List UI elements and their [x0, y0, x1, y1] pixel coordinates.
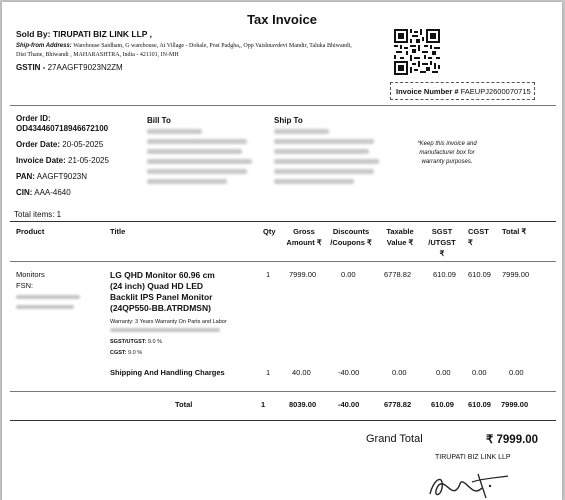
- shipping-gross: 40.00: [292, 368, 311, 377]
- ship-from-line1: Warehouse Saidham, G warehouse, At Village - Dohale, Post Padgha,, Opp Vaishnavdevi Mandir, Taluka Bhiwandi,: [73, 43, 352, 49]
- gstin-value: 27AAGFT9023N2ZM: [47, 63, 123, 72]
- item-total: 7999.00: [502, 270, 530, 279]
- divider: [10, 105, 556, 106]
- item-taxable: 6778.82: [384, 270, 412, 279]
- order-id: [16, 114, 109, 134]
- totals-top-border: [10, 391, 556, 392]
- totals-discount: -40.00: [338, 400, 360, 409]
- totals-gross: 8039.00: [289, 400, 317, 409]
- seller-name: TIRUPATI BIZ LINK LLP: [435, 454, 511, 461]
- invoice-title: Tax Invoice: [247, 12, 317, 27]
- shipping-discount: -40.00: [338, 368, 360, 377]
- invoice-date-label: Invoice Date:: [16, 156, 66, 165]
- header-discounts-line1: Discounts: [332, 227, 370, 236]
- header-sgst-line1: SGST: [431, 227, 453, 236]
- header-taxable-line1: Taxable: [386, 227, 414, 236]
- totals-sgst: 610.09: [431, 400, 454, 409]
- order-details: [16, 114, 109, 204]
- header-gross-line1: Gross: [293, 227, 315, 236]
- cin-label: CIN:: [16, 188, 33, 197]
- invoice-number: [390, 82, 535, 100]
- hsn-redacted: [16, 305, 74, 309]
- header-sgst-line2: /UTGST: [428, 238, 456, 247]
- shipping-taxable: 0.00: [392, 368, 407, 377]
- item-title-line2: (24 inch) Quad HD LED: [110, 281, 204, 291]
- item-sgst-rate-label: SGST/UTGST:: [110, 339, 147, 345]
- order-date-label: Order Date:: [16, 140, 61, 149]
- item-sgst-rate-value: 9.0 %: [147, 339, 162, 345]
- header-gross-line2: Amount ₹: [286, 238, 322, 247]
- shipping-sgst: 0.00: [436, 368, 451, 377]
- header-discounts-line2: /Coupons ₹: [330, 238, 372, 247]
- sold-by-label: Sold By:: [16, 29, 51, 39]
- item-cgst-rate: [110, 349, 142, 357]
- header-total: Total ₹: [502, 227, 527, 236]
- header-cgst-line1: CGST: [468, 227, 489, 236]
- header-taxable-line2: Value ₹: [386, 238, 414, 247]
- pan: [16, 172, 109, 182]
- warranty-note-line2: manufacturer box for: [419, 150, 475, 156]
- totals-taxable: 6778.82: [384, 400, 412, 409]
- item-cgst: 610.09: [468, 270, 491, 279]
- ship-to-address-redacted: [274, 129, 384, 189]
- item-cgst-rate-value: 9.0 %: [128, 350, 143, 356]
- cin-value: AAA-4640: [34, 188, 71, 197]
- item-fsn-label: FSN:: [16, 281, 34, 290]
- gstin-label: GSTIN -: [16, 63, 46, 72]
- header-title: Title: [110, 227, 126, 236]
- item-title-line3: Backlit IPS Panel Monitor: [110, 292, 213, 302]
- item-sgst-rate: [110, 338, 162, 346]
- sold-by-value: TIRUPATI BIZ LINK LLP ,: [52, 29, 153, 39]
- header-qty: Qty: [263, 227, 276, 236]
- item-gross: 7999.00: [289, 270, 317, 279]
- shipping-cgst: 0.00: [472, 368, 487, 377]
- signature-icon: [420, 464, 530, 500]
- ship-to-heading: Ship To: [274, 116, 303, 125]
- item-discount: 0.00: [341, 270, 356, 279]
- bill-to-address-redacted: [147, 129, 257, 189]
- header-gross-amount: [284, 226, 324, 248]
- header-product: Product: [16, 227, 45, 236]
- bill-to-heading: Bill To: [147, 116, 171, 125]
- invoice-date: [16, 156, 109, 166]
- imei-redacted: [110, 328, 220, 332]
- grand-total-value: ₹ 7999.00: [486, 434, 539, 446]
- warranty-note-line1: *Keep this invoice and: [417, 141, 477, 147]
- header-sgst: [426, 226, 458, 259]
- totals-cgst: 610.09: [468, 400, 491, 409]
- item-title: [110, 270, 260, 314]
- table-top-border: [10, 221, 556, 222]
- header-sgst-line3: ₹: [439, 249, 445, 258]
- totals-total: 7999.00: [501, 400, 529, 409]
- item-product: Monitors: [16, 270, 45, 279]
- order-date-value: 20-05-2025: [62, 140, 104, 149]
- grand-total-label: Grand Total: [366, 433, 423, 445]
- invoice-sheet: [2, 2, 562, 500]
- item-title-line1: LG QHD Monitor 60.96 cm: [110, 270, 215, 280]
- header-cgst-line2: ₹: [468, 238, 473, 247]
- total-items: Total items: 1: [14, 210, 62, 219]
- item-cgst-rate-label: CGST:: [110, 350, 127, 356]
- warranty-note: [402, 140, 492, 167]
- header-discounts: [328, 226, 374, 248]
- order-id-label: Order ID:: [16, 114, 51, 123]
- invoice-number-label: Invoice Number #: [396, 87, 459, 96]
- totals-label: Total: [175, 400, 193, 409]
- pan-label: PAN:: [16, 172, 35, 181]
- ship-from-line2: Dist Thane, Bhiwandi , MAHARASHTRA, India - 421101, IN-MH: [16, 52, 179, 58]
- sold-by: [16, 29, 152, 39]
- item-title-line4: (24QP550-BB.ATRDMSN): [110, 303, 211, 313]
- shipping-qty: 1: [266, 368, 271, 377]
- cin: [16, 188, 109, 198]
- qr-code-icon: [394, 29, 440, 75]
- header-bottom-border: [10, 261, 556, 262]
- ship-from-label: Ship-from Address:: [16, 43, 72, 49]
- shipping-title: Shipping And Handling Charges: [110, 368, 225, 377]
- order-date: [16, 140, 109, 150]
- order-id-value: OD434460718946672100: [16, 124, 109, 133]
- totals-bottom-border: [10, 420, 556, 421]
- header-cgst: [468, 226, 488, 248]
- pan-value: AAGFT9023N: [36, 172, 87, 181]
- item-qty: 1: [266, 270, 271, 279]
- gstin: [16, 63, 123, 72]
- invoice-date-value: 21-05-2025: [68, 156, 109, 165]
- fsn-redacted: [16, 295, 80, 299]
- item-sgst: 610.09: [433, 270, 456, 279]
- warranty-note-line3: warranty purposes.: [421, 159, 473, 165]
- invoice-number-value: FAEUPJ2600070715: [460, 87, 531, 96]
- shipping-total: 0.00: [509, 368, 524, 377]
- header-taxable-value: [382, 226, 418, 248]
- item-warranty: Warranty: 3 Years Warranty On Parts and Labor: [110, 319, 227, 325]
- ship-from-address: [16, 42, 386, 60]
- totals-qty: 1: [261, 400, 266, 409]
